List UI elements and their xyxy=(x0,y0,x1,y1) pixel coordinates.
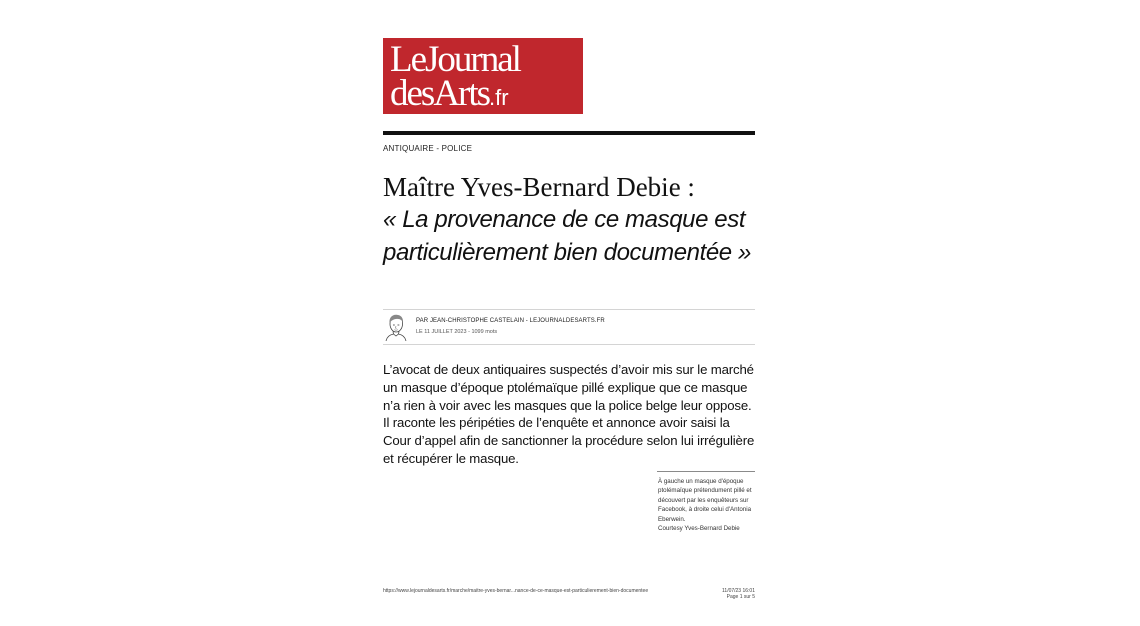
caption-credit: Courtesy Yves-Bernard Debie xyxy=(658,525,740,533)
caption-text: À gauche un masque d'époque ptolémaïque prétendument pillé et découvert par les enquêteurs sur Facebook, à droite celui d'Antonia Eberwein. xyxy=(658,478,752,523)
logo-text-line-2 xyxy=(390,75,509,114)
site-logo[interactable] xyxy=(383,38,583,114)
article-byline[interactable]: PAR JEAN-CHRISTOPHE CASTELAIN - LEJOURNALDESARTS.FR xyxy=(416,318,605,324)
footer-page-number: Page 1 sur 5 xyxy=(726,594,755,600)
logo-text-line-2-main: desArts xyxy=(390,73,490,114)
article-title: Maître Yves-Bernard Debie : xyxy=(383,172,695,202)
logo-suffix: .fr xyxy=(489,85,509,110)
byline-bottom-divider xyxy=(383,344,755,345)
image-caption xyxy=(658,477,758,533)
caption-divider xyxy=(657,471,755,472)
header-divider xyxy=(383,131,755,135)
footer-url[interactable]: https://www.lejournaldesarts.fr/marche/maitre-yves-bernar...nance-de-ce-masque-est-particulierement-bien-documentee xyxy=(383,588,649,594)
article-title-quote: « La provenance de ce masque est particulièrement bien documentée » xyxy=(383,206,751,266)
byline-top-divider xyxy=(383,309,755,310)
article-rubric[interactable]: ANTIQUAIRE - POLICE xyxy=(383,144,473,153)
article-lead: L’avocat de deux antiquaires suspectés d’avoir mis sur le marché un masque d’époque ptolémaïque pillé explique que ce masque n’a rien à voir avec les masques que la police belge leur oppose. Il raconte les péripéties de l’enquête et annonce avoir saisi la Cour d’appel afin de sanctionner la procédure selon lui irrégulière et récupérer le masque. xyxy=(383,362,755,466)
logo-text-line-1: LeJournal xyxy=(390,39,520,80)
footer-meta xyxy=(705,588,755,600)
footer-datetime: 11/07/23 16:01 xyxy=(722,588,755,594)
author-portrait-icon xyxy=(383,313,409,341)
article-dateline: LE 11 JUILLET 2023 - 1099 mots xyxy=(416,329,498,335)
